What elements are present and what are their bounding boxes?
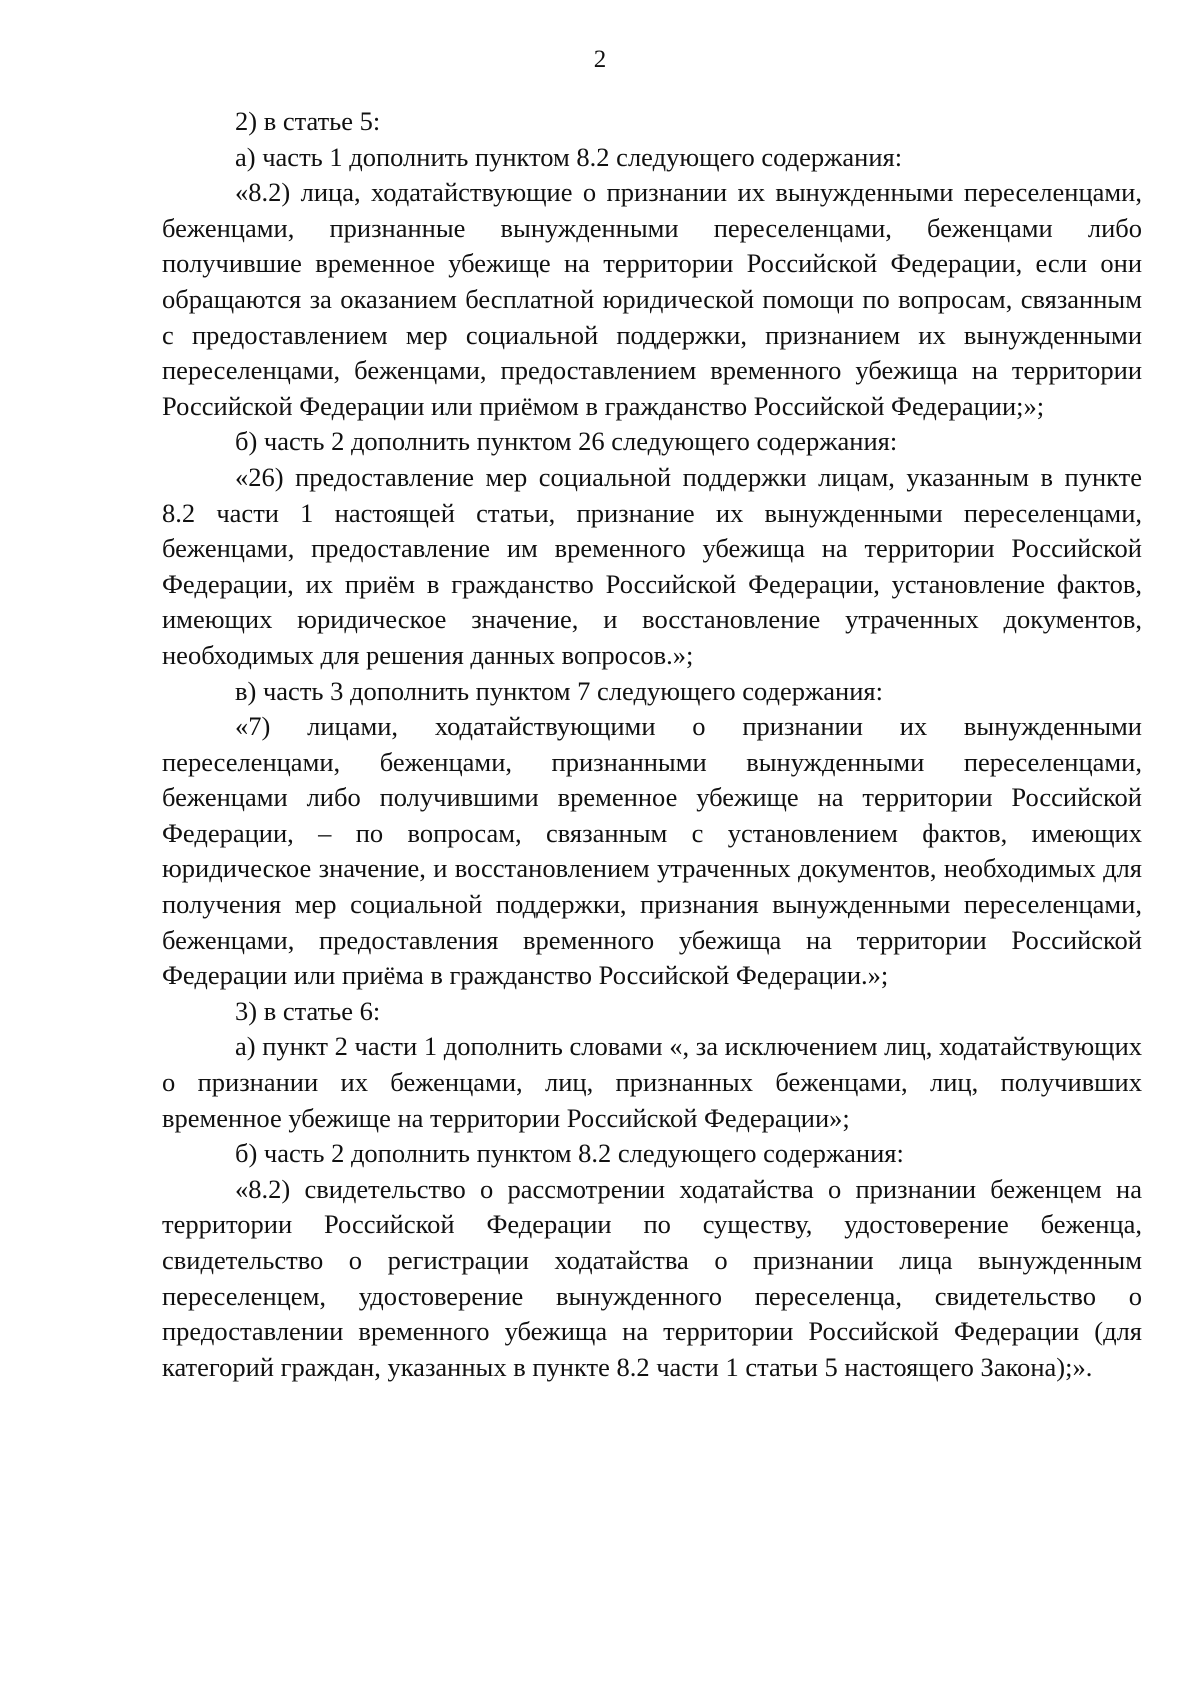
paragraph-point-7-text: «7) лицами, ходатайствующими о признании их вынужденными переселенцами, беженцами, признанными вынужденными переселенцами, беженцами либо получившими временное убежище на территории Российской Федерации, – по вопросам, связанным с установлением фактов, имеющих юридическое значение, и восстановлением утраченных документов, необходимых для получения мер социальной поддержки, признания вынужденными переселенцами, беженцами, предоставления временного убежища на территории Российской Федерации или приёма в гражданство Российской Федерации.»; <box>162 711 1142 991</box>
paragraph-article-6-heading: 3) в статье 6: <box>235 995 381 1026</box>
paragraph-item-v-part-3: в) часть 3 дополнить пунктом 7 следующего содержания: <box>235 675 883 706</box>
paragraph-item-a-point-2: а) пункт 2 части 1 дополнить словами «, за исключением лиц, ходатайствующих о признании их беженцами, лиц, признанных беженцами, лиц, получивших временное убежище на территории Российской Федерации»; <box>162 1031 1142 1133</box>
paragraph-article-5-heading: 2) в статье 5: <box>235 106 381 136</box>
paragraph-point-26-text: «26) предоставление мер социальной поддержки лицам, указанным в пункте 8.2 части 1 настоящей статьи, признание их вынужденными переселенцами, беженцами, предоставление им временного убежища на территории Российской Федерации, их приём в гражданство Российской Федерации, установление фактов, имеющих юридическое значение, и восстановление утраченных документов, необходимых для решения данных вопросов.»; <box>162 461 1142 670</box>
paragraph-item-b-part-2-article-6: б) часть 2 дополнить пунктом 8.2 следующего содержания: <box>235 1138 904 1169</box>
paragraph-point-8-2-certificates: «8.2) свидетельство о рассмотрении ходатайства о признании беженцем на территории Российской Федерации по существу, удостоверение беженца, свидетельство о регистрации ходатайства о признании лица вынужденным переселенцем, удостоверение вынужденного переселенца, свидетельство о предоставлении временного убежища на территории Российской Федерации (для категорий граждан, указанных в пункте 8.2 части 1 статьи 5 настоящего Закона);». <box>162 1173 1142 1382</box>
page-number: 2 <box>593 46 607 73</box>
document-body <box>162 104 1142 1385</box>
paragraph-item-a-part-1: а) часть 1 дополнить пунктом 8.2 следующего содержания: <box>235 141 903 172</box>
paragraph-point-8-2-text: «8.2) лица, ходатайствующие о признании их вынужденными переселенцами, беженцами, признанные вынужденными переселенцами, беженцами либо получившие временное убежище на территории Российской Федерации, если они обращаются за оказанием бесплатной юридической помощи по вопросам, связанным с предоставлением мер социальной поддержки, признанием их вынужденными переселенцами, беженцами, предоставлением временного убежища на территории Российской Федерации или приёмом в гражданство Российской Федерации;»; <box>162 177 1142 421</box>
paragraph-item-b-part-2: б) часть 2 дополнить пунктом 26 следующего содержания: <box>235 426 898 457</box>
